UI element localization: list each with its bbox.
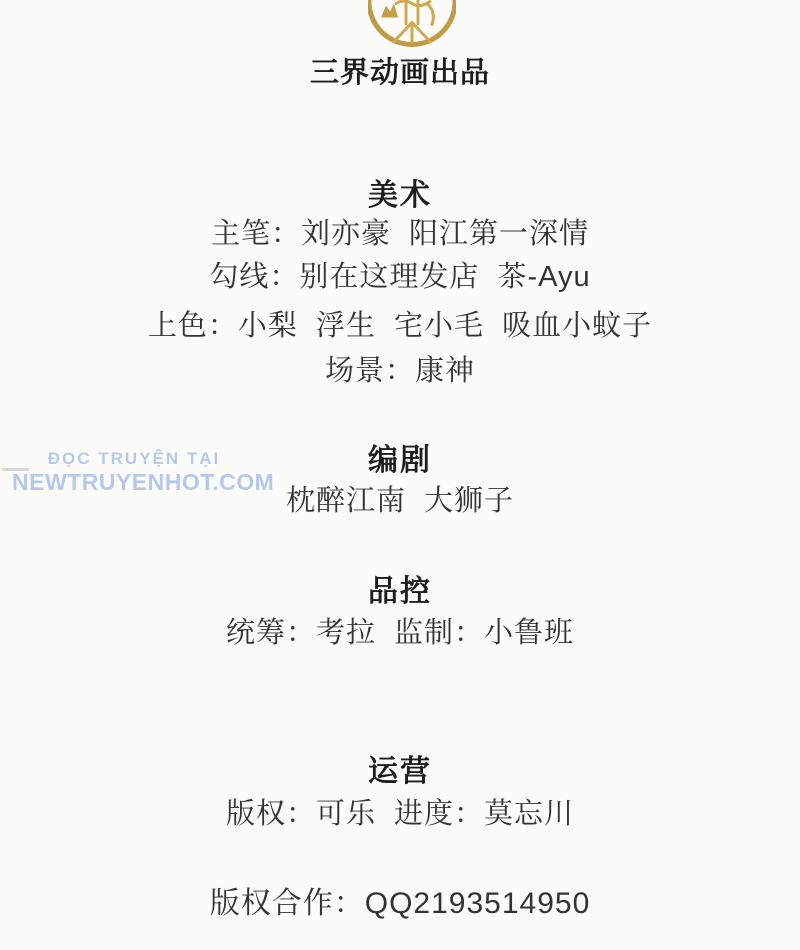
credit-line-coloring: 上色：小梨 浮生 宅小毛 吸血小蚊子 [147,310,653,342]
credit-line-lead-artist: 主笔：刘亦豪 阳江第一深情 [210,218,590,250]
sanjie-emblem-icon [368,0,456,49]
site-watermark [12,449,275,495]
watermark-tagline: ĐỌC TRUYỆN TẠI [47,449,221,468]
section-header-art: 美术 [368,179,432,212]
section-header-operations: 运营 [368,755,432,788]
credit-line-coordination: 统筹：考拉 监制：小鲁班 [225,617,575,649]
credit-line-writers: 枕醉江南 大狮子 [285,485,515,517]
mountain-glyph [381,4,398,18]
watermark-domain: NEWTRUYENHOT.COM [12,468,275,495]
credit-line-background: 场景：康神 [324,355,476,387]
production-line: 三界动画出品 [309,57,491,89]
credit-line-copyright-progress: 版权：可乐 进度：莫忘川 [225,798,575,830]
credit-line-lineart: 勾线：别在这理发店 茶-Ayu [209,261,591,293]
section-header-quality-control: 品控 [368,575,432,608]
section-header-writer: 编剧 [368,444,432,477]
copyright-cooperation-line: 版权合作：QQ2193514950 [209,887,591,920]
